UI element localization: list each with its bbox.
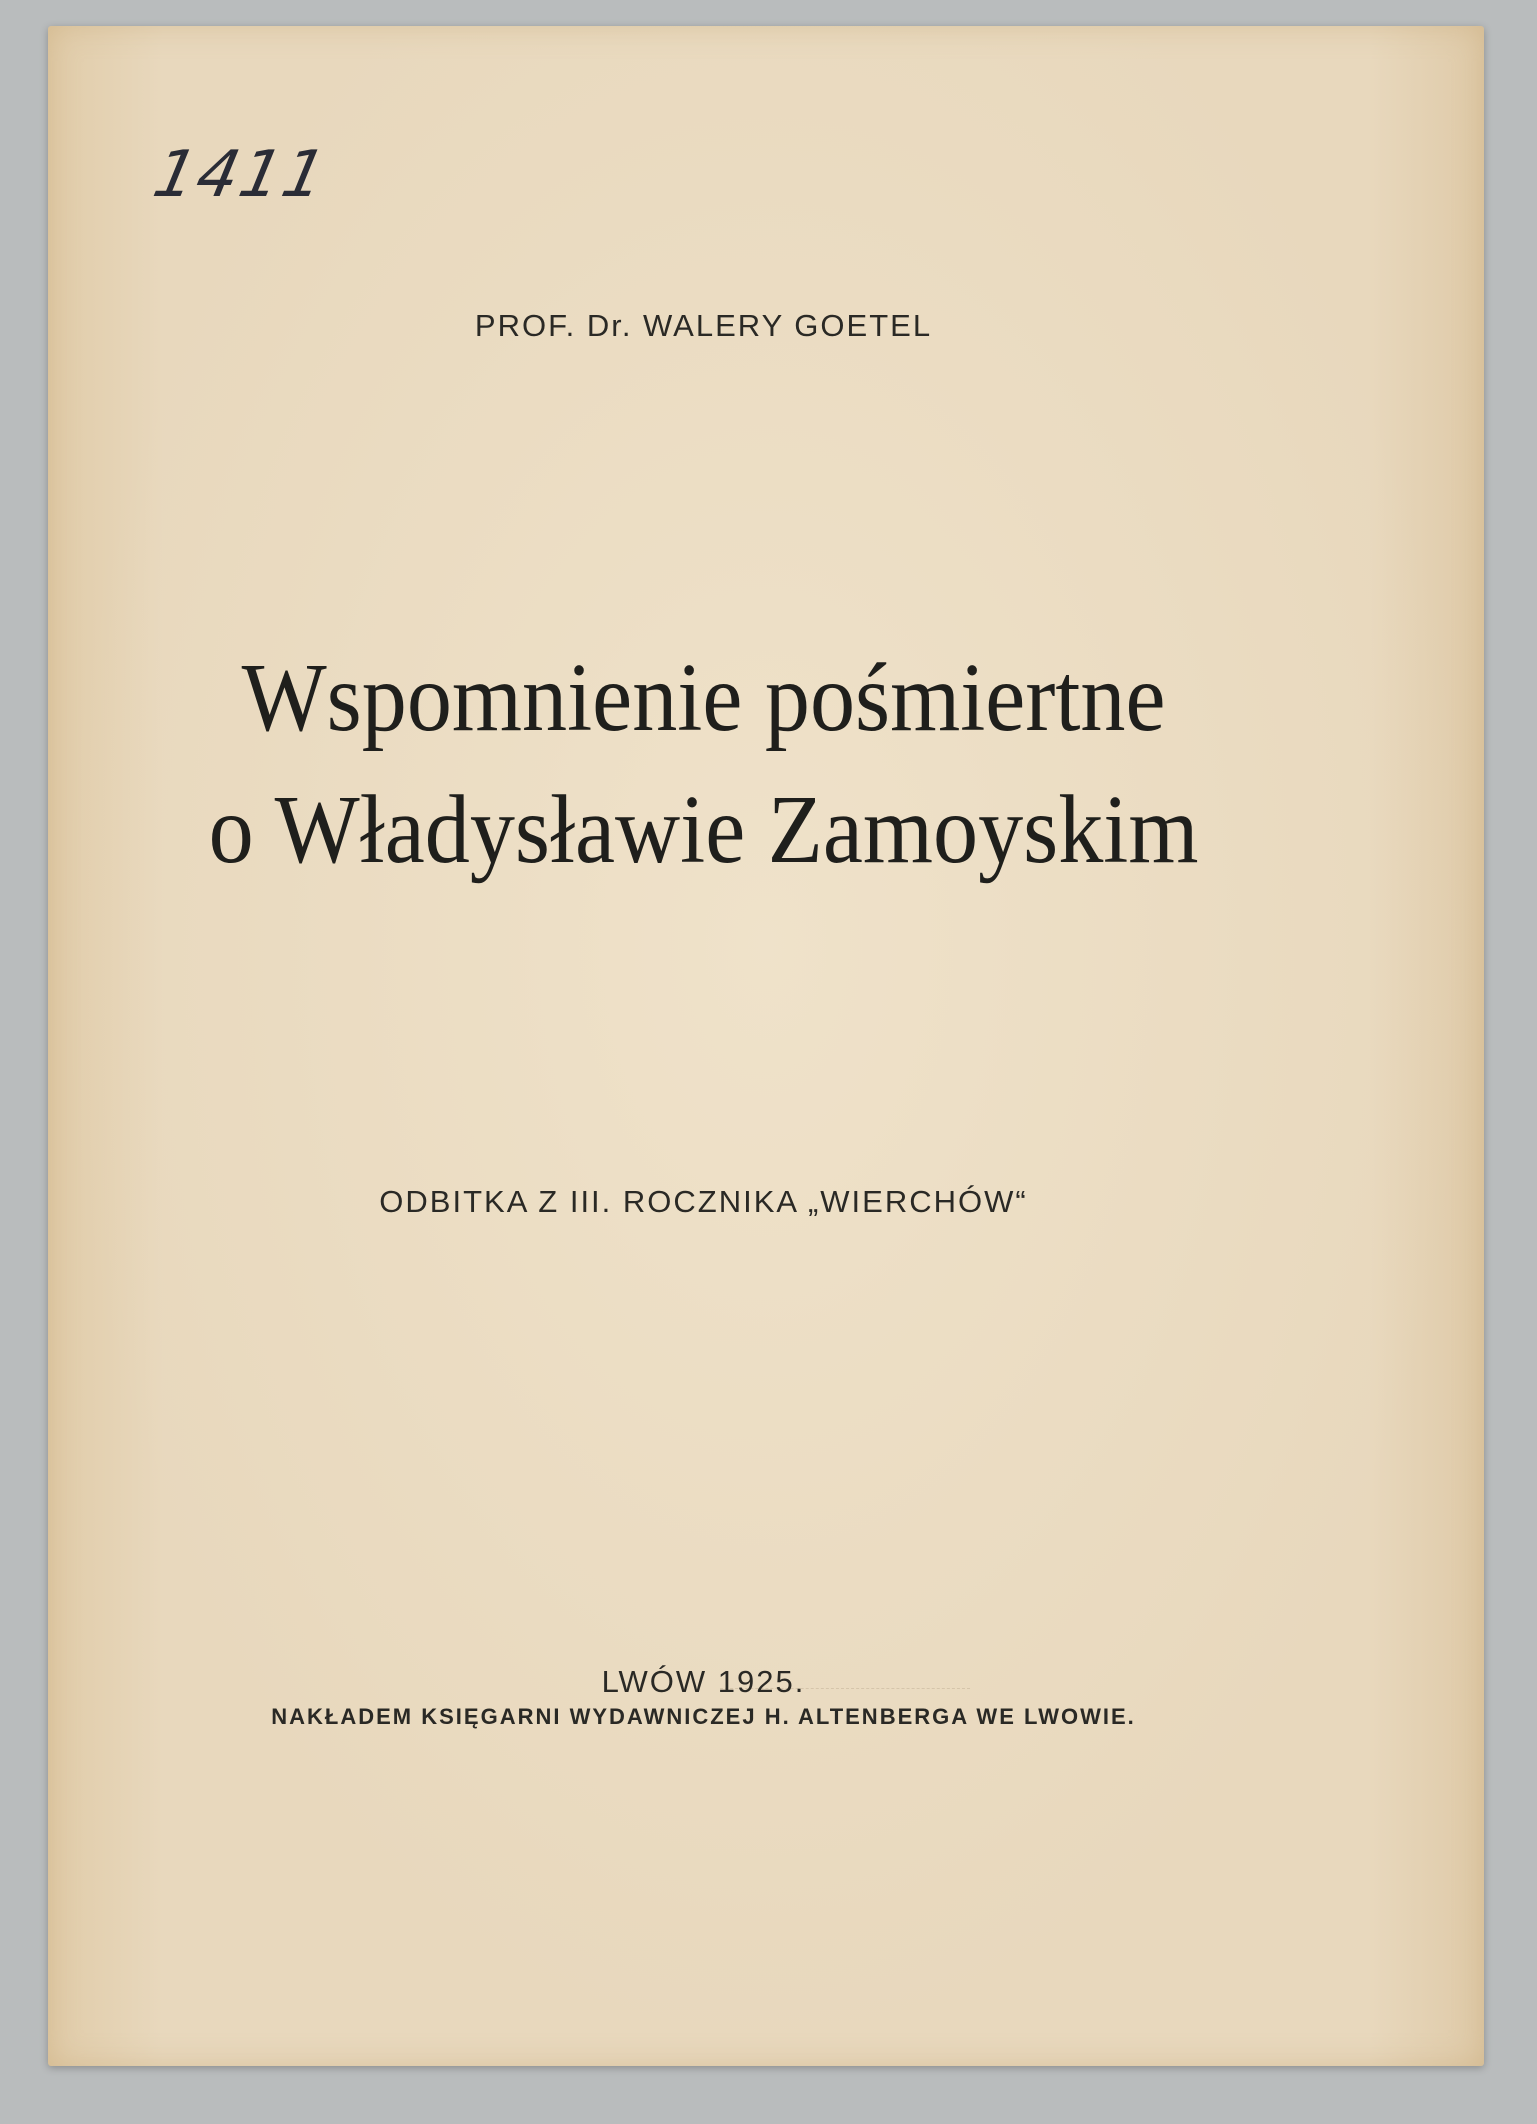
title-line-1: Wspomnienie pośmiertne bbox=[241, 644, 1166, 752]
imprint-place-year: LWÓW 1925. bbox=[601, 1664, 806, 1699]
handwritten-catalog-number: 1411 bbox=[147, 138, 334, 212]
offprint-note: ODBITKA Z III. ROCZNIKA „WIERCHÓW“ bbox=[379, 1184, 1028, 1219]
title-line-2: o Władysławie Zamoyskim bbox=[208, 776, 1199, 884]
document-title bbox=[56, 632, 1470, 896]
author-line: PROF. Dr. WALERY GOETEL bbox=[474, 308, 933, 343]
imprint-publisher: NAKŁADEM KSIĘGARNI WYDAWNICZEJ H. ALTENBERGA WE LWOWIE. bbox=[271, 1704, 1136, 1729]
